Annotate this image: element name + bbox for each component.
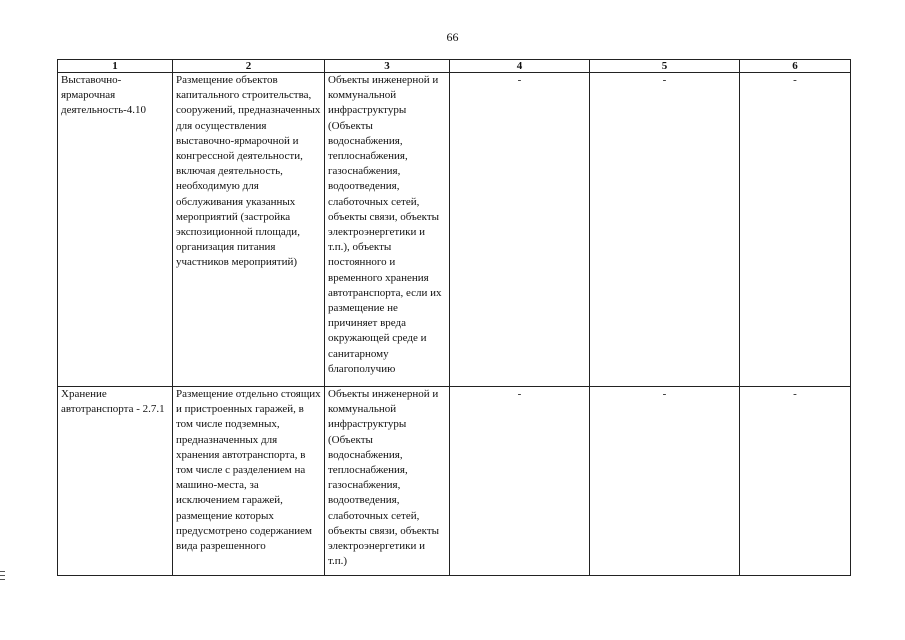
header-col-2: 2 [173,60,325,73]
auxiliary-uses-cell: Объекты инженерной и коммунальной инфраструктуры (Объекты водоснабжения, теплоснабжения, газоснабжения, водоотведения, слаботочных сетей, объекты связи, объекты электроэнергетики и т.п.) [325,387,450,576]
header-col-5: 5 [590,60,740,73]
use-description-cell: Размещение отдельно стоящих и пристроенных гаражей, в том числе подземных, предназначенных для хранения автотранспорта, в том числе с разделением на машино-места, за исключением гаражей, размещение которых предусмотрено содержанием вида разрешенного [173,387,325,576]
column-4-cell: - [450,73,590,387]
header-col-1: 1 [58,60,173,73]
header-col-3: 3 [325,60,450,73]
table-row [58,73,851,387]
column-6-cell: - [740,73,851,387]
land-use-table [57,59,851,576]
margin-scan-mark [0,571,5,583]
header-col-6: 6 [740,60,851,73]
column-6-cell: - [740,387,851,576]
table-row [58,387,851,576]
auxiliary-uses-cell: Объекты инженерной и коммунальной инфраструктуры (Объекты водоснабжения, теплоснабжения, газоснабжения, водоотведения, слаботочных сетей, объекты связи, объекты электроэнергетики и т.п.), объекты постоянного и временного хранения автотранспорта, если их размещение не причиняет вреда окружающей среде и санитарному благополучию [325,73,450,387]
header-row [58,60,851,73]
column-5-cell: - [590,73,740,387]
header-col-4: 4 [450,60,590,73]
use-description-cell: Размещение объектов капитального строительства, сооружений, предназначенных для осуществления выставочно-ярмарочной и конгрессной деятельности, включая деятельность, необходимую для обслуживания указанных мероприятий (застройка экспозиционной площади, организация питания участников мероприятий) [173,73,325,387]
column-5-cell: - [590,387,740,576]
page-number: 66 [446,30,459,44]
column-4-cell: - [450,387,590,576]
use-type-cell: Хранение автотранспорта - 2.7.1 [58,387,173,576]
use-type-cell: Выставочно-ярмарочная деятельность-4.10 [58,73,173,387]
